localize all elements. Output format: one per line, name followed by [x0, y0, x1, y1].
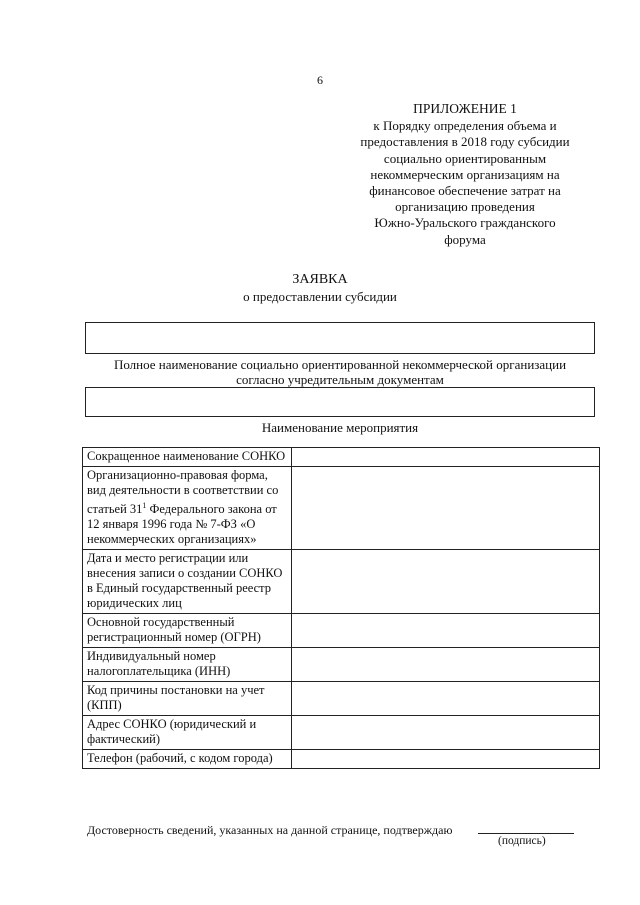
appendix-line: социально ориентированным — [383, 150, 547, 166]
row-label: Телефон (рабочий, с кодом города) — [83, 750, 292, 769]
confirmation-text: Достоверность сведений, указанных на данной странице, подтверждаю — [87, 823, 453, 837]
row-label: Индивидуальный номер налогоплательщика (ИНН) — [83, 648, 292, 682]
row-label: Дата и место регистрации или внесения записи о создании СОНКО в Единый государственный реестр юридических лиц — [83, 550, 292, 614]
appendix-line: Южно-Уральского гражданского — [374, 215, 556, 231]
table-row — [83, 716, 600, 750]
page-number: 6 — [317, 73, 323, 87]
row-label: Сокращенное наименование СОНКО — [83, 448, 292, 467]
row-label-text: Организационно-правовая форма, вид деятельности в соответствии со статьей 31 — [87, 468, 279, 517]
appendix-line: финансовое обеспечение затрат на — [369, 183, 561, 199]
organization-info-table — [82, 447, 600, 769]
table-row — [83, 682, 600, 716]
row-value-field[interactable] — [292, 716, 600, 750]
table-row — [83, 550, 600, 614]
event-name-caption: Наименование мероприятия — [261, 420, 419, 435]
row-label: Код причины постановки на учет (КПП) — [83, 682, 292, 716]
appendix-block — [340, 101, 590, 248]
appendix-line: к Порядку определения объема и — [373, 118, 557, 134]
org-full-name-caption-line: согласно учредительным документам — [236, 372, 444, 387]
event-name-field[interactable] — [85, 387, 595, 417]
row-value-field[interactable] — [292, 550, 600, 614]
signature-field[interactable] — [478, 833, 574, 834]
row-value-field[interactable] — [292, 750, 600, 769]
row-value-field[interactable] — [292, 682, 600, 716]
row-value-field[interactable] — [292, 467, 600, 550]
appendix-heading: ПРИЛОЖЕНИЕ 1 — [413, 101, 517, 116]
org-full-name-field[interactable] — [85, 322, 595, 354]
appendix-line: предоставления в 2018 году субсидии — [360, 134, 570, 150]
document-title: ЗАЯВКА — [292, 272, 348, 287]
row-value-field[interactable] — [292, 614, 600, 648]
appendix-line: организацию проведения — [395, 199, 535, 215]
table-row — [83, 648, 600, 682]
document-subtitle: о предоставлении субсидии — [243, 289, 397, 304]
org-full-name-caption — [85, 357, 595, 387]
table-row — [83, 467, 600, 550]
row-label: Адрес СОНКО (юридический и фактический) — [83, 716, 292, 750]
appendix-line: форума — [444, 231, 486, 247]
superscript-marker: 1 — [142, 501, 147, 510]
table-row — [83, 448, 600, 467]
signature-caption: (подпись) — [498, 835, 546, 847]
row-label — [83, 467, 292, 550]
row-label-text-rest: Федерального закона от 12 января 1996 года № 7-ФЗ «О некоммерческих организациях» — [87, 502, 277, 547]
table-row — [83, 614, 600, 648]
row-value-field[interactable] — [292, 648, 600, 682]
appendix-line: некоммерческим организациям на — [370, 166, 560, 182]
org-full-name-caption-line: Полное наименование социально ориентированной некоммерческой организации — [113, 357, 567, 372]
row-label: Основной государственный регистрационный номер (ОГРН) — [83, 614, 292, 648]
table-row — [83, 750, 600, 769]
row-value-field[interactable] — [292, 448, 600, 467]
